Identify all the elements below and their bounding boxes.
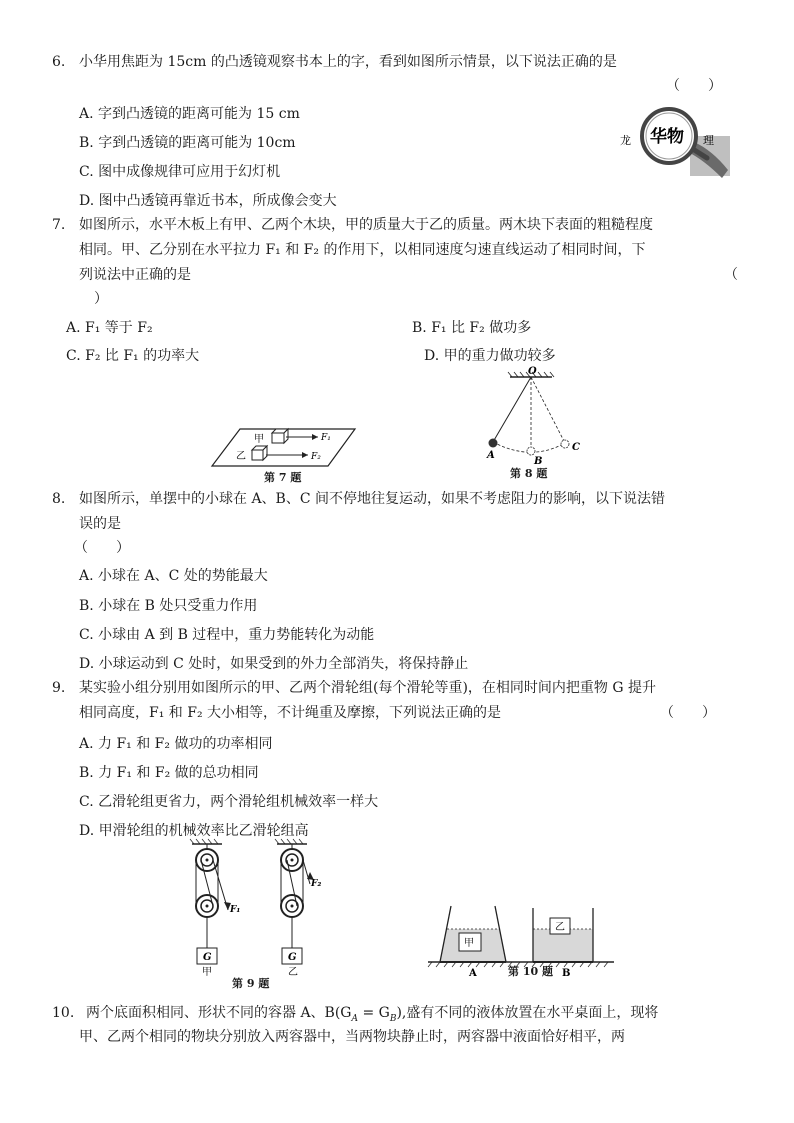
q9-number: 9.	[52, 680, 66, 696]
q10-sub-b: B	[389, 1013, 397, 1024]
q7-option-b: B. F₁ 比 F₂ 做功多	[412, 320, 532, 336]
q9-pulley-figure	[170, 838, 330, 978]
q7-option-d: D. 甲的重力做功较多	[424, 348, 556, 364]
q10-fig-label-b: B	[562, 968, 571, 979]
q6-fig-right-char: 理	[703, 134, 714, 147]
q6-option-c: C. 图中成像规律可应用于幻灯机	[79, 164, 281, 180]
q6-option-a: A. 字到凸透镜的距离可能为 15 cm	[79, 106, 300, 122]
q10-line-1-head: 两个底面积相同、形状不同的容器 A、B(G	[86, 1005, 352, 1021]
q10-line-1-tail: ),盛有不同的液体放置在水平桌面上，现将	[396, 1005, 659, 1021]
q9-fig-weight-jia: G	[203, 952, 212, 963]
q7-bracket-open: （	[724, 267, 738, 283]
q6-fig-center-chars: 华物	[650, 127, 684, 147]
q6-number: 6.	[52, 54, 66, 70]
q8-fig-point-b: B	[534, 456, 543, 467]
q10-figure-caption: 第 10 题	[508, 965, 553, 978]
q8-figure-caption: 第 8 题	[510, 467, 548, 480]
q8-option-d: D. 小球运动到 C 处时，如果受到的外力全部消失，将保持静止	[79, 656, 469, 672]
q9-figure-caption: 第 9 题	[232, 977, 270, 990]
q8-option-c: C. 小球由 A 到 B 过程中，重力势能转化为动能	[79, 627, 375, 643]
q9-option-a: A. 力 F₁ 和 F₂ 做功的功率相同	[79, 736, 273, 752]
q10-sub-a: A	[351, 1013, 358, 1024]
q8-line-1: 如图所示，单摆中的小球在 A、B、C 间不停地往复运动，如果不考虑阻力的影响，以下说法错	[79, 491, 666, 507]
q6-fig-left-char: 龙	[620, 134, 631, 147]
q9-fig-force-f2: F₂	[311, 879, 322, 889]
q6-option-d: D. 图中凸透镜再靠近书本，所成像会变大	[79, 193, 337, 209]
q7-fig-block-yi: 乙	[236, 451, 246, 462]
q7-option-a: A. F₁ 等于 F₂	[66, 320, 153, 336]
q8-option-a: A. 小球在 A、C 处的势能最大	[79, 568, 268, 584]
q9-line-2: 相同高度，F₁ 和 F₂ 大小相等，不计绳重及摩擦，下列说法正确的是	[79, 705, 502, 721]
q7-line-2: 相同。甲、乙分别在水平拉力 F₁ 和 F₂ 的作用下，以相同速度匀速直线运动了相同时间，下	[79, 242, 646, 258]
q7-fig-block-jia: 甲	[254, 434, 264, 445]
q8-fig-point-c: C	[572, 442, 580, 453]
q6-stem: 小华用焦距为 15cm 的凸透镜观察书本上的字，看到如图所示情景，以下说法正确的是	[79, 54, 617, 70]
q9-fig-force-f1: F₁	[230, 905, 241, 915]
q7-number: 7.	[52, 217, 66, 233]
q8-fig-pivot-o: O	[528, 366, 537, 377]
q8-number: 8.	[52, 491, 66, 507]
q10-line-1	[86, 1003, 658, 1029]
q9-fig-weight-yi: G	[288, 952, 297, 963]
q9-fig-label-yi: 乙	[288, 967, 298, 978]
q7-blocks-figure	[210, 424, 360, 474]
q7-fig-force-f1: F₁	[321, 433, 331, 443]
q8-option-b: B. 小球在 B 处只受重力作用	[79, 598, 258, 614]
q10-fig-block-yi: 乙	[555, 922, 565, 933]
q9-fig-label-jia: 甲	[202, 967, 212, 978]
q9-option-c: C. 乙滑轮组更省力，两个滑轮组机械效率一样大	[79, 794, 379, 810]
q9-line-1: 某实验小组分别用如图所示的甲、乙两个滑轮组(每个滑轮等重)，在相同时间内把重物 G 提升	[79, 680, 657, 696]
q7-fig-force-f2: F₂	[311, 452, 321, 462]
q8-line-2: 误的是	[79, 516, 121, 532]
q7-line-3: 列说法中正确的是	[79, 267, 191, 283]
q10-equals: = G	[358, 1005, 390, 1021]
q8-answer-bracket: （ ）	[74, 540, 130, 556]
q10-number: 10.	[52, 1005, 75, 1021]
q8-fig-point-a: A	[487, 450, 495, 461]
q7-option-c: C. F₂ 比 F₁ 的功率大	[66, 348, 200, 364]
q10-line-2: 甲、乙两个相同的物块分别放入两容器中，当两物块静止时，两容器中液面恰好相平，两	[79, 1029, 625, 1045]
q7-bracket-close: ）	[94, 291, 108, 307]
q7-line-1: 如图所示，水平木板上有甲、乙两个木块，甲的质量大于乙的质量。两木块下表面的粗糙程度	[79, 217, 653, 233]
q10-fig-block-jia: 甲	[464, 938, 474, 949]
q9-option-b: B. 力 F₁ 和 F₂ 做的总功相同	[79, 765, 259, 781]
q7-figure-caption: 第 7 题	[264, 471, 302, 484]
q6-option-b: B. 字到凸透镜的距离可能为 10cm	[79, 135, 296, 151]
q9-pulley-yi	[275, 839, 321, 978]
q6-answer-bracket: （ ）	[666, 78, 722, 94]
q9-pulley-jia	[190, 839, 240, 978]
q8-pendulum-figure	[482, 366, 592, 466]
q9-option-d: D. 甲滑轮组的机械效率比乙滑轮组高	[79, 823, 309, 839]
q6-magnifier-figure	[612, 98, 742, 188]
q10-fig-label-a: A	[469, 968, 477, 979]
q9-answer-bracket: （ ）	[660, 705, 716, 721]
